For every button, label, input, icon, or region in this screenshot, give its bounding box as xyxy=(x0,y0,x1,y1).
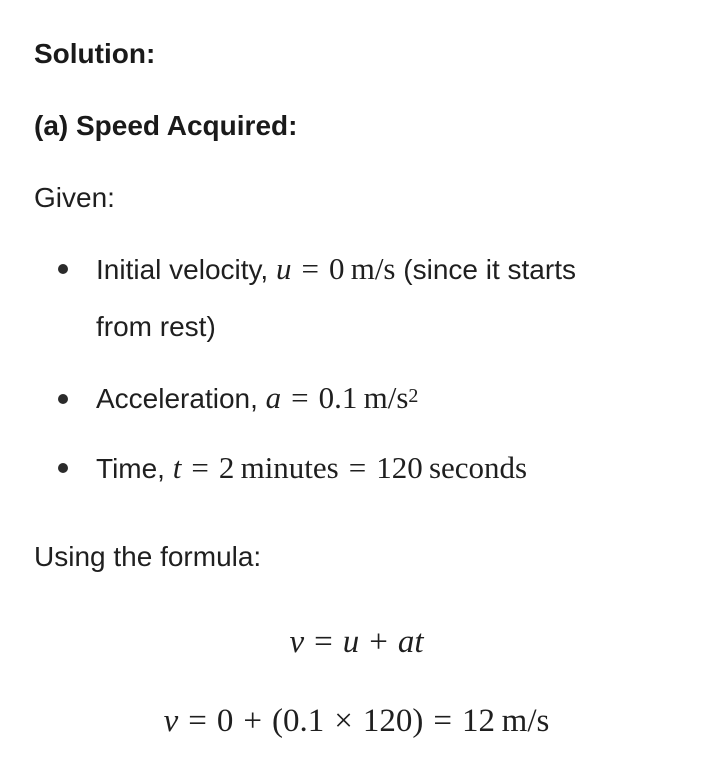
bullet-dot xyxy=(58,264,68,274)
given-item-time xyxy=(96,451,527,486)
part-a-heading: (a) Speed Acquired: xyxy=(34,110,298,141)
formula-equation: v = u + at xyxy=(289,624,424,660)
calculation-equation: v = 0 + (0.1 × 120) = 12 m/s xyxy=(163,703,550,739)
exponent: 2 xyxy=(408,385,419,407)
given-item-acceleration xyxy=(96,381,418,416)
bullet-dot xyxy=(58,463,68,473)
solution-heading: Solution: xyxy=(34,38,156,69)
math-expression: a = 0.1 $m/s^2$ xyxy=(265,380,419,415)
given-item-label: Acceleration, xyxy=(96,383,266,414)
given-item-note: (since it starts xyxy=(395,254,576,285)
given-item-label: Initial velocity, xyxy=(96,254,276,285)
given-item-label: Time, xyxy=(96,453,173,484)
formula-label: Using the formula: xyxy=(34,541,262,572)
math-expression: t = 2 minutes = 120 seconds xyxy=(172,450,528,485)
math-expression: u = 0 m/s xyxy=(276,251,396,286)
given-label: Given: xyxy=(34,182,115,213)
given-item-initial-velocity xyxy=(96,252,576,287)
bullet-dot xyxy=(58,394,68,404)
given-item-note-continuation: from rest) xyxy=(96,311,216,342)
